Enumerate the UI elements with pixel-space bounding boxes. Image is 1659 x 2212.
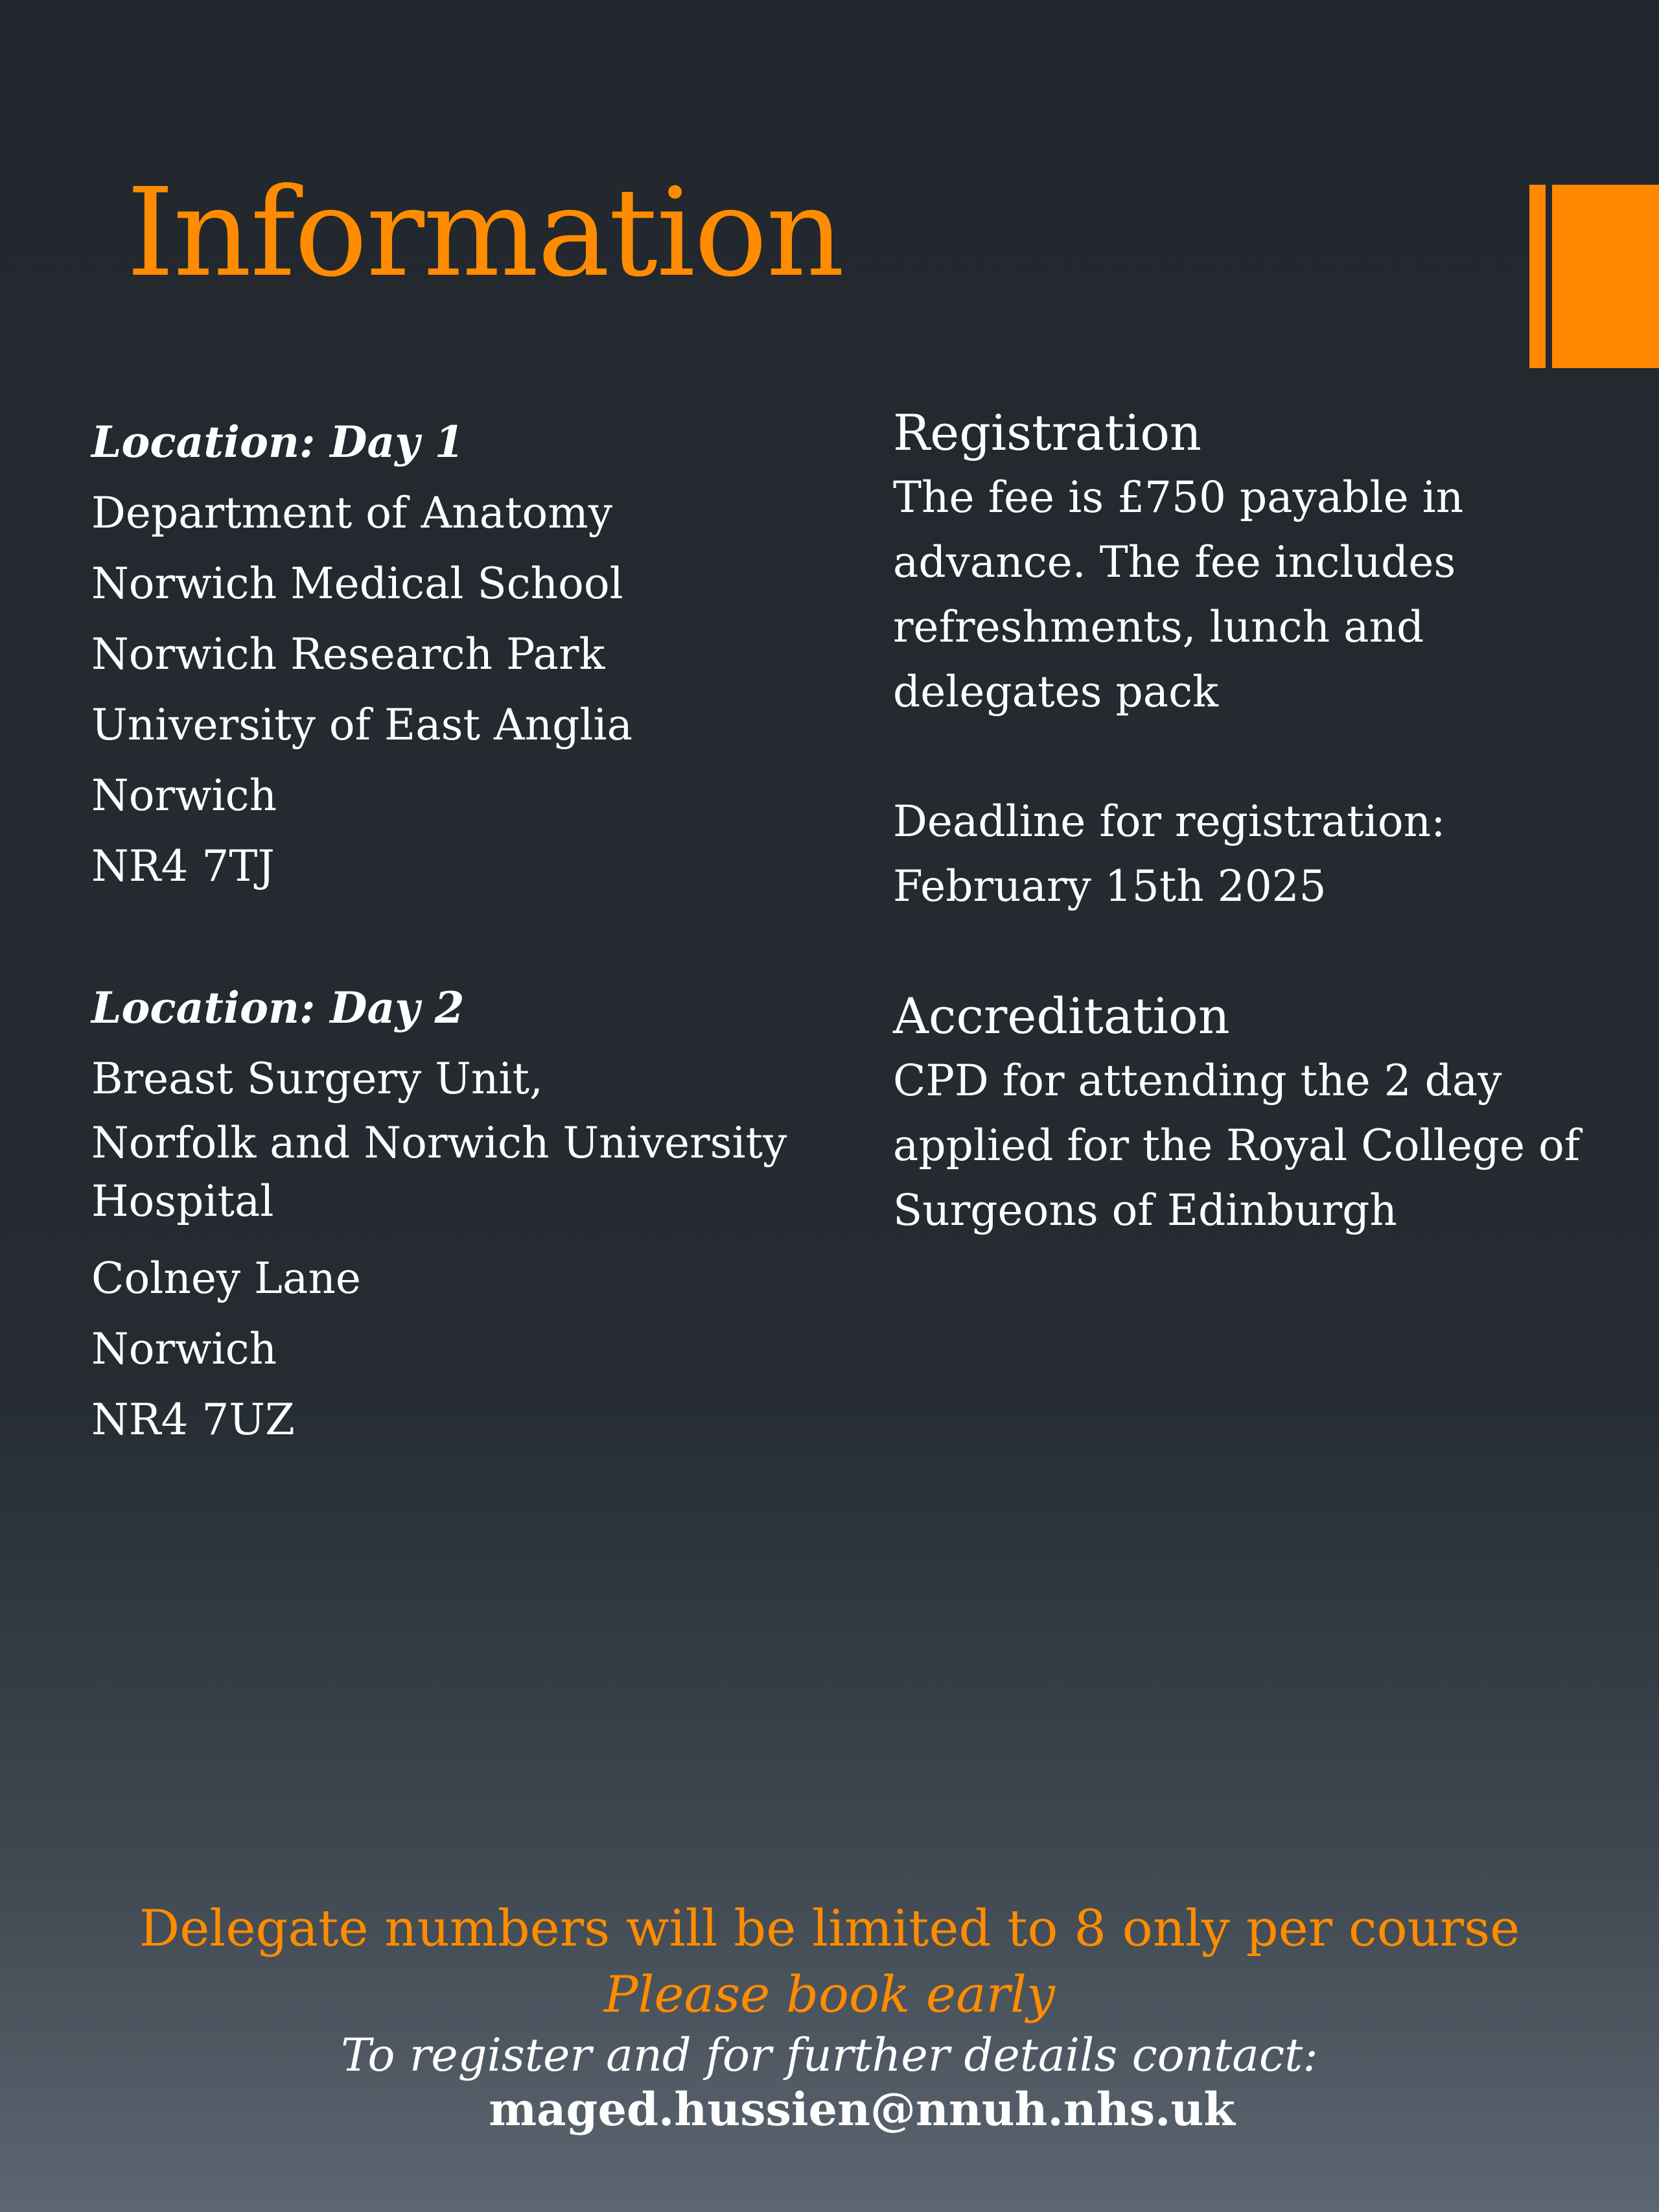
accreditation-heading: Accreditation bbox=[893, 987, 1230, 1045]
address-line: Breast Surgery Unit, bbox=[91, 1054, 543, 1104]
address-line: Norwich Research Park bbox=[91, 629, 605, 679]
accreditation-text: CPD for attending the 2 day applied for the Royal College of Surgeons of Edinburgh bbox=[893, 1056, 1581, 1235]
address-line: Colney Lane bbox=[91, 1253, 361, 1303]
page-title: Information bbox=[126, 162, 844, 304]
registration-heading: Registration bbox=[893, 404, 1201, 461]
delegate-limit-text: Delegate numbers will be limited to 8 only per course bbox=[139, 1900, 1520, 1958]
registration-section bbox=[893, 401, 1632, 919]
address-line: NR4 7TJ bbox=[91, 841, 275, 891]
registration-fee-text: The fee is £750 payable in advance. The fee includes refreshments, lunch and delegates pack bbox=[893, 472, 1464, 717]
address-line: Norfolk and Norwich University Hospital bbox=[91, 1118, 787, 1226]
address-line: Norwich bbox=[91, 771, 277, 821]
contact-email-link[interactable]: maged.hussien@nnuh.nhs.uk bbox=[489, 2082, 1235, 2136]
accent-bar-thick bbox=[1552, 185, 1659, 368]
address-line: NR4 7UZ bbox=[91, 1395, 295, 1445]
accent-bar-thin bbox=[1529, 185, 1546, 368]
location-day1-heading: Location: Day 1 bbox=[91, 417, 465, 467]
location-day2-heading: Location: Day 2 bbox=[91, 983, 465, 1033]
location-day1 bbox=[91, 407, 843, 902]
address-line: Norwich bbox=[91, 1324, 277, 1374]
address-line: Norwich Medical School bbox=[91, 559, 623, 609]
location-day2 bbox=[91, 973, 843, 1455]
footer bbox=[0, 1896, 1659, 2137]
registration-deadline-text: Deadline for registration: February 15th 2025 bbox=[893, 797, 1446, 911]
accreditation-section bbox=[893, 984, 1632, 1243]
book-early-text: Please book early bbox=[604, 1966, 1055, 2024]
details-column bbox=[893, 401, 1632, 1243]
locations-column bbox=[91, 407, 843, 1455]
address-line: Department of Anatomy bbox=[91, 488, 613, 538]
contact-text: To register and for further details contact: bbox=[341, 2029, 1318, 2082]
address-line: University of East Anglia bbox=[91, 700, 632, 750]
